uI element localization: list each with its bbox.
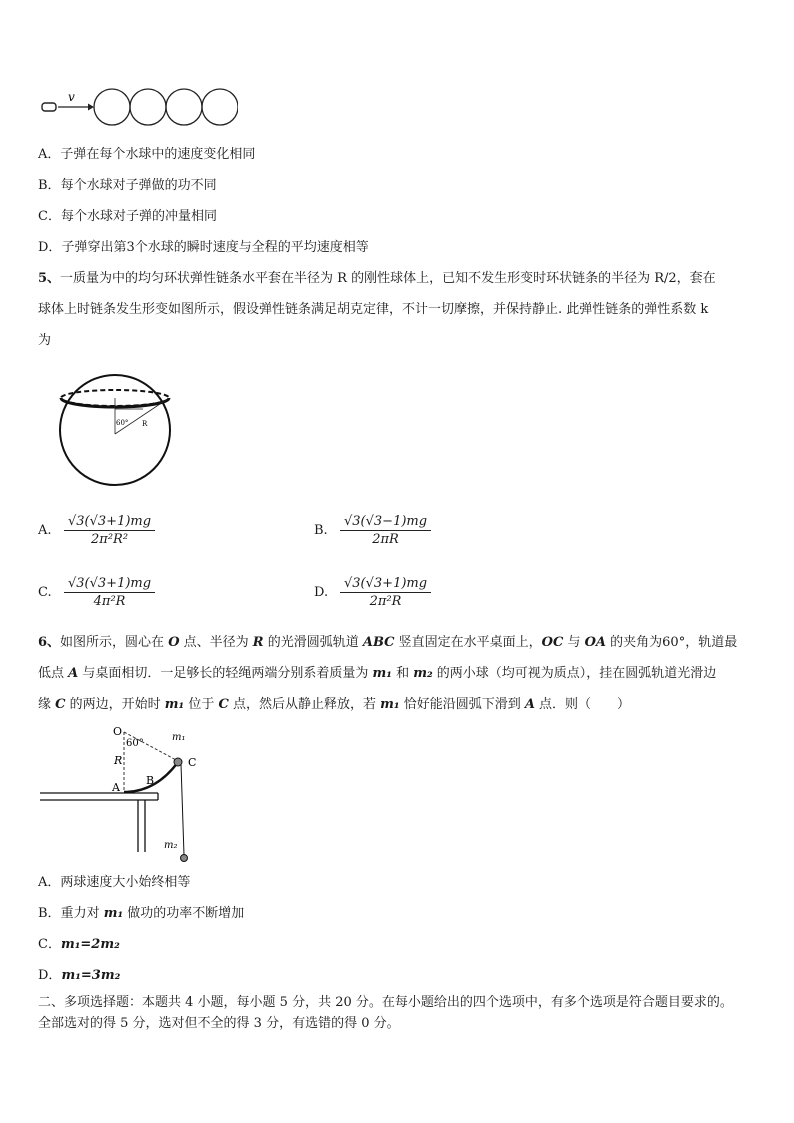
q6-symbol: A bbox=[68, 666, 79, 681]
q6-option-c[interactable] bbox=[38, 937, 120, 953]
q6-text: 缘 bbox=[38, 697, 56, 712]
q5-stem-line-3 bbox=[38, 333, 51, 349]
fraction-denominator: 2π²R² bbox=[91, 532, 129, 547]
q5-text: 球体上时链条发生形变如图所示，假设弹性链条满足胡克定律，不计一切摩擦，并保持静止. 此弹性链条的弹性系数 k bbox=[38, 302, 709, 317]
q6-symbol: m₁ bbox=[164, 697, 185, 712]
q6-number: 6、 bbox=[38, 635, 61, 650]
q5-text: 一质量为中的均匀环状弹性链条水平套在半径为 R 的刚性球体上，已知不发生形变时环状链条的半径为 R/2，套在 bbox=[60, 271, 716, 286]
point-a-label: A bbox=[112, 781, 120, 794]
option-text: 每个水球对子弹做的功不同 bbox=[60, 178, 217, 193]
q5-option-a[interactable] bbox=[38, 514, 155, 547]
q5-number: 5、 bbox=[38, 271, 61, 286]
fraction-numerator: √3(√3−1)mg bbox=[340, 514, 431, 531]
point-c-label: C bbox=[188, 756, 197, 769]
q6-text: 恰好能沿圆弧下滑到 bbox=[399, 697, 525, 712]
bullet-water-balls-figure bbox=[38, 86, 238, 130]
q6-text: 的两小球（均可视为质点），挂在圆弧轨道光滑边 bbox=[432, 666, 717, 681]
section-text: 二、多项选择题：本题共 4 小题，每小题 5 分，共 20 分。在每小题给出的四个选项中，有多个选项是符合题目要求的。 bbox=[38, 995, 733, 1010]
water-ball-2 bbox=[130, 89, 166, 125]
q4-option-c[interactable] bbox=[38, 209, 217, 225]
q6-text: 点．则（ ） bbox=[534, 697, 631, 712]
fraction-numerator: √3(√3+1)mg bbox=[64, 514, 155, 531]
q5-option-b[interactable] bbox=[314, 514, 431, 547]
q6-symbol: ABC bbox=[362, 635, 395, 650]
q5-stem-line-2 bbox=[38, 302, 708, 318]
option-letter: A. bbox=[38, 523, 52, 538]
q6-text: 如图所示，圆心在 bbox=[60, 635, 169, 650]
arc-track-figure bbox=[38, 722, 208, 867]
q6-text: 和 bbox=[391, 666, 414, 681]
section-text: 全部选对的得 5 分，选对但不全的得 3 分，有选错的得 0 分。 bbox=[38, 1016, 400, 1031]
fraction-denominator: 2πR bbox=[372, 532, 399, 547]
q6-symbol: m₂ bbox=[413, 666, 433, 681]
q6-symbol: OA bbox=[584, 635, 607, 650]
sphere-chain-figure bbox=[58, 364, 176, 492]
option-letter: D. bbox=[314, 585, 329, 600]
q6-option-b[interactable] bbox=[38, 906, 244, 922]
q4-option-d[interactable] bbox=[38, 240, 369, 256]
q6-text: 竖直固定在水平桌面上， bbox=[394, 635, 542, 650]
fraction-numerator: √3(√3+1)mg bbox=[64, 576, 155, 593]
fraction-denominator: 2π²R bbox=[369, 594, 402, 609]
rope bbox=[181, 764, 184, 855]
option-letter: D． bbox=[38, 240, 62, 255]
option-text: 子弹在每个水球中的速度变化相同 bbox=[60, 147, 256, 162]
option-letter: C． bbox=[38, 937, 61, 952]
option-letter: D． bbox=[38, 968, 62, 983]
ball-m2 bbox=[181, 855, 188, 862]
fraction-denominator: 4π²R bbox=[93, 594, 126, 609]
water-ball-4 bbox=[202, 89, 238, 125]
option-fraction bbox=[340, 514, 431, 547]
option-text: 子弹穿出第3个水球的瞬时速度与全程的平均速度相等 bbox=[61, 240, 369, 255]
water-ball-3 bbox=[166, 89, 202, 125]
option-text: 重力对 bbox=[60, 906, 104, 921]
option-letter: B． bbox=[38, 906, 61, 921]
option-letter: B. bbox=[314, 523, 328, 538]
bullet bbox=[42, 103, 56, 111]
q4-option-b[interactable] bbox=[38, 178, 217, 194]
water-ball-1 bbox=[94, 89, 130, 125]
option-letter: C. bbox=[38, 585, 52, 600]
q6-text: 点、半径为 bbox=[179, 635, 253, 650]
q5-option-d[interactable] bbox=[314, 576, 431, 609]
section-2-instructions-line-1 bbox=[38, 995, 733, 1011]
m1-label: m₁ bbox=[172, 732, 186, 743]
option-letter: B． bbox=[38, 178, 61, 193]
q6-stem-line-1 bbox=[38, 635, 737, 651]
fraction-numerator: √3(√3+1)mg bbox=[340, 576, 431, 593]
option-text: 做功的功率不断增加 bbox=[123, 906, 245, 921]
radius-label: R bbox=[114, 754, 123, 767]
velocity-label: v bbox=[68, 90, 75, 104]
option-fraction bbox=[64, 576, 155, 609]
q6-option-d[interactable] bbox=[38, 968, 120, 984]
q6-text: 与 bbox=[563, 635, 585, 650]
option-letter: A． bbox=[38, 147, 61, 162]
q6-symbol: m₁ bbox=[380, 697, 400, 712]
option-text: 两球速度大小始终相等 bbox=[60, 875, 191, 890]
q6-symbol: O bbox=[168, 635, 180, 650]
q4-option-a[interactable] bbox=[38, 147, 255, 163]
option-symbol: m₁=2m₂ bbox=[60, 937, 120, 952]
option-letter: A． bbox=[38, 875, 61, 890]
q6-text: 点，然后从静止释放，若 bbox=[228, 697, 381, 712]
q6-text: 的夹角为60°，轨道最 bbox=[606, 635, 738, 650]
q6-option-a[interactable] bbox=[38, 875, 190, 891]
q6-symbol: OC bbox=[541, 635, 564, 650]
q6-symbol: C bbox=[55, 697, 66, 712]
q6-symbol: R bbox=[252, 635, 264, 650]
q5-stem-line-1 bbox=[38, 271, 716, 287]
angle-label: 60° bbox=[116, 419, 129, 427]
q6-text: 与桌面相切．一足够长的轻绳两端分别系着质量为 bbox=[78, 666, 373, 681]
q6-symbol: C bbox=[218, 697, 229, 712]
q5-text: 为 bbox=[38, 333, 52, 348]
q6-symbol: m₁ bbox=[372, 666, 392, 681]
q6-text: 的光滑圆弧轨道 bbox=[263, 635, 363, 650]
section-2-instructions-line-2 bbox=[38, 1016, 400, 1032]
q5-option-c[interactable] bbox=[38, 576, 155, 609]
q6-text: 的两边，开始时 bbox=[65, 697, 165, 712]
radius-label: R bbox=[142, 420, 148, 428]
q6-text: 位于 bbox=[184, 697, 219, 712]
point-o-label: O bbox=[113, 725, 123, 738]
option-symbol: m₁=3m₂ bbox=[61, 968, 121, 983]
angle-label: 60° bbox=[126, 738, 144, 749]
option-fraction bbox=[64, 514, 155, 547]
option-symbol: m₁ bbox=[103, 906, 124, 921]
q6-stem-line-2 bbox=[38, 666, 716, 682]
q6-text: 低点 bbox=[38, 666, 69, 681]
point-b-label: B bbox=[146, 774, 155, 787]
q6-stem-line-3 bbox=[38, 697, 630, 713]
m2-label: m₂ bbox=[164, 840, 178, 851]
option-letter: C． bbox=[38, 209, 61, 224]
option-fraction bbox=[340, 576, 431, 609]
velocity-arrowhead-icon bbox=[88, 104, 94, 111]
option-text: 每个水球对子弹的冲量相同 bbox=[60, 209, 217, 224]
q6-symbol: A bbox=[524, 697, 535, 712]
